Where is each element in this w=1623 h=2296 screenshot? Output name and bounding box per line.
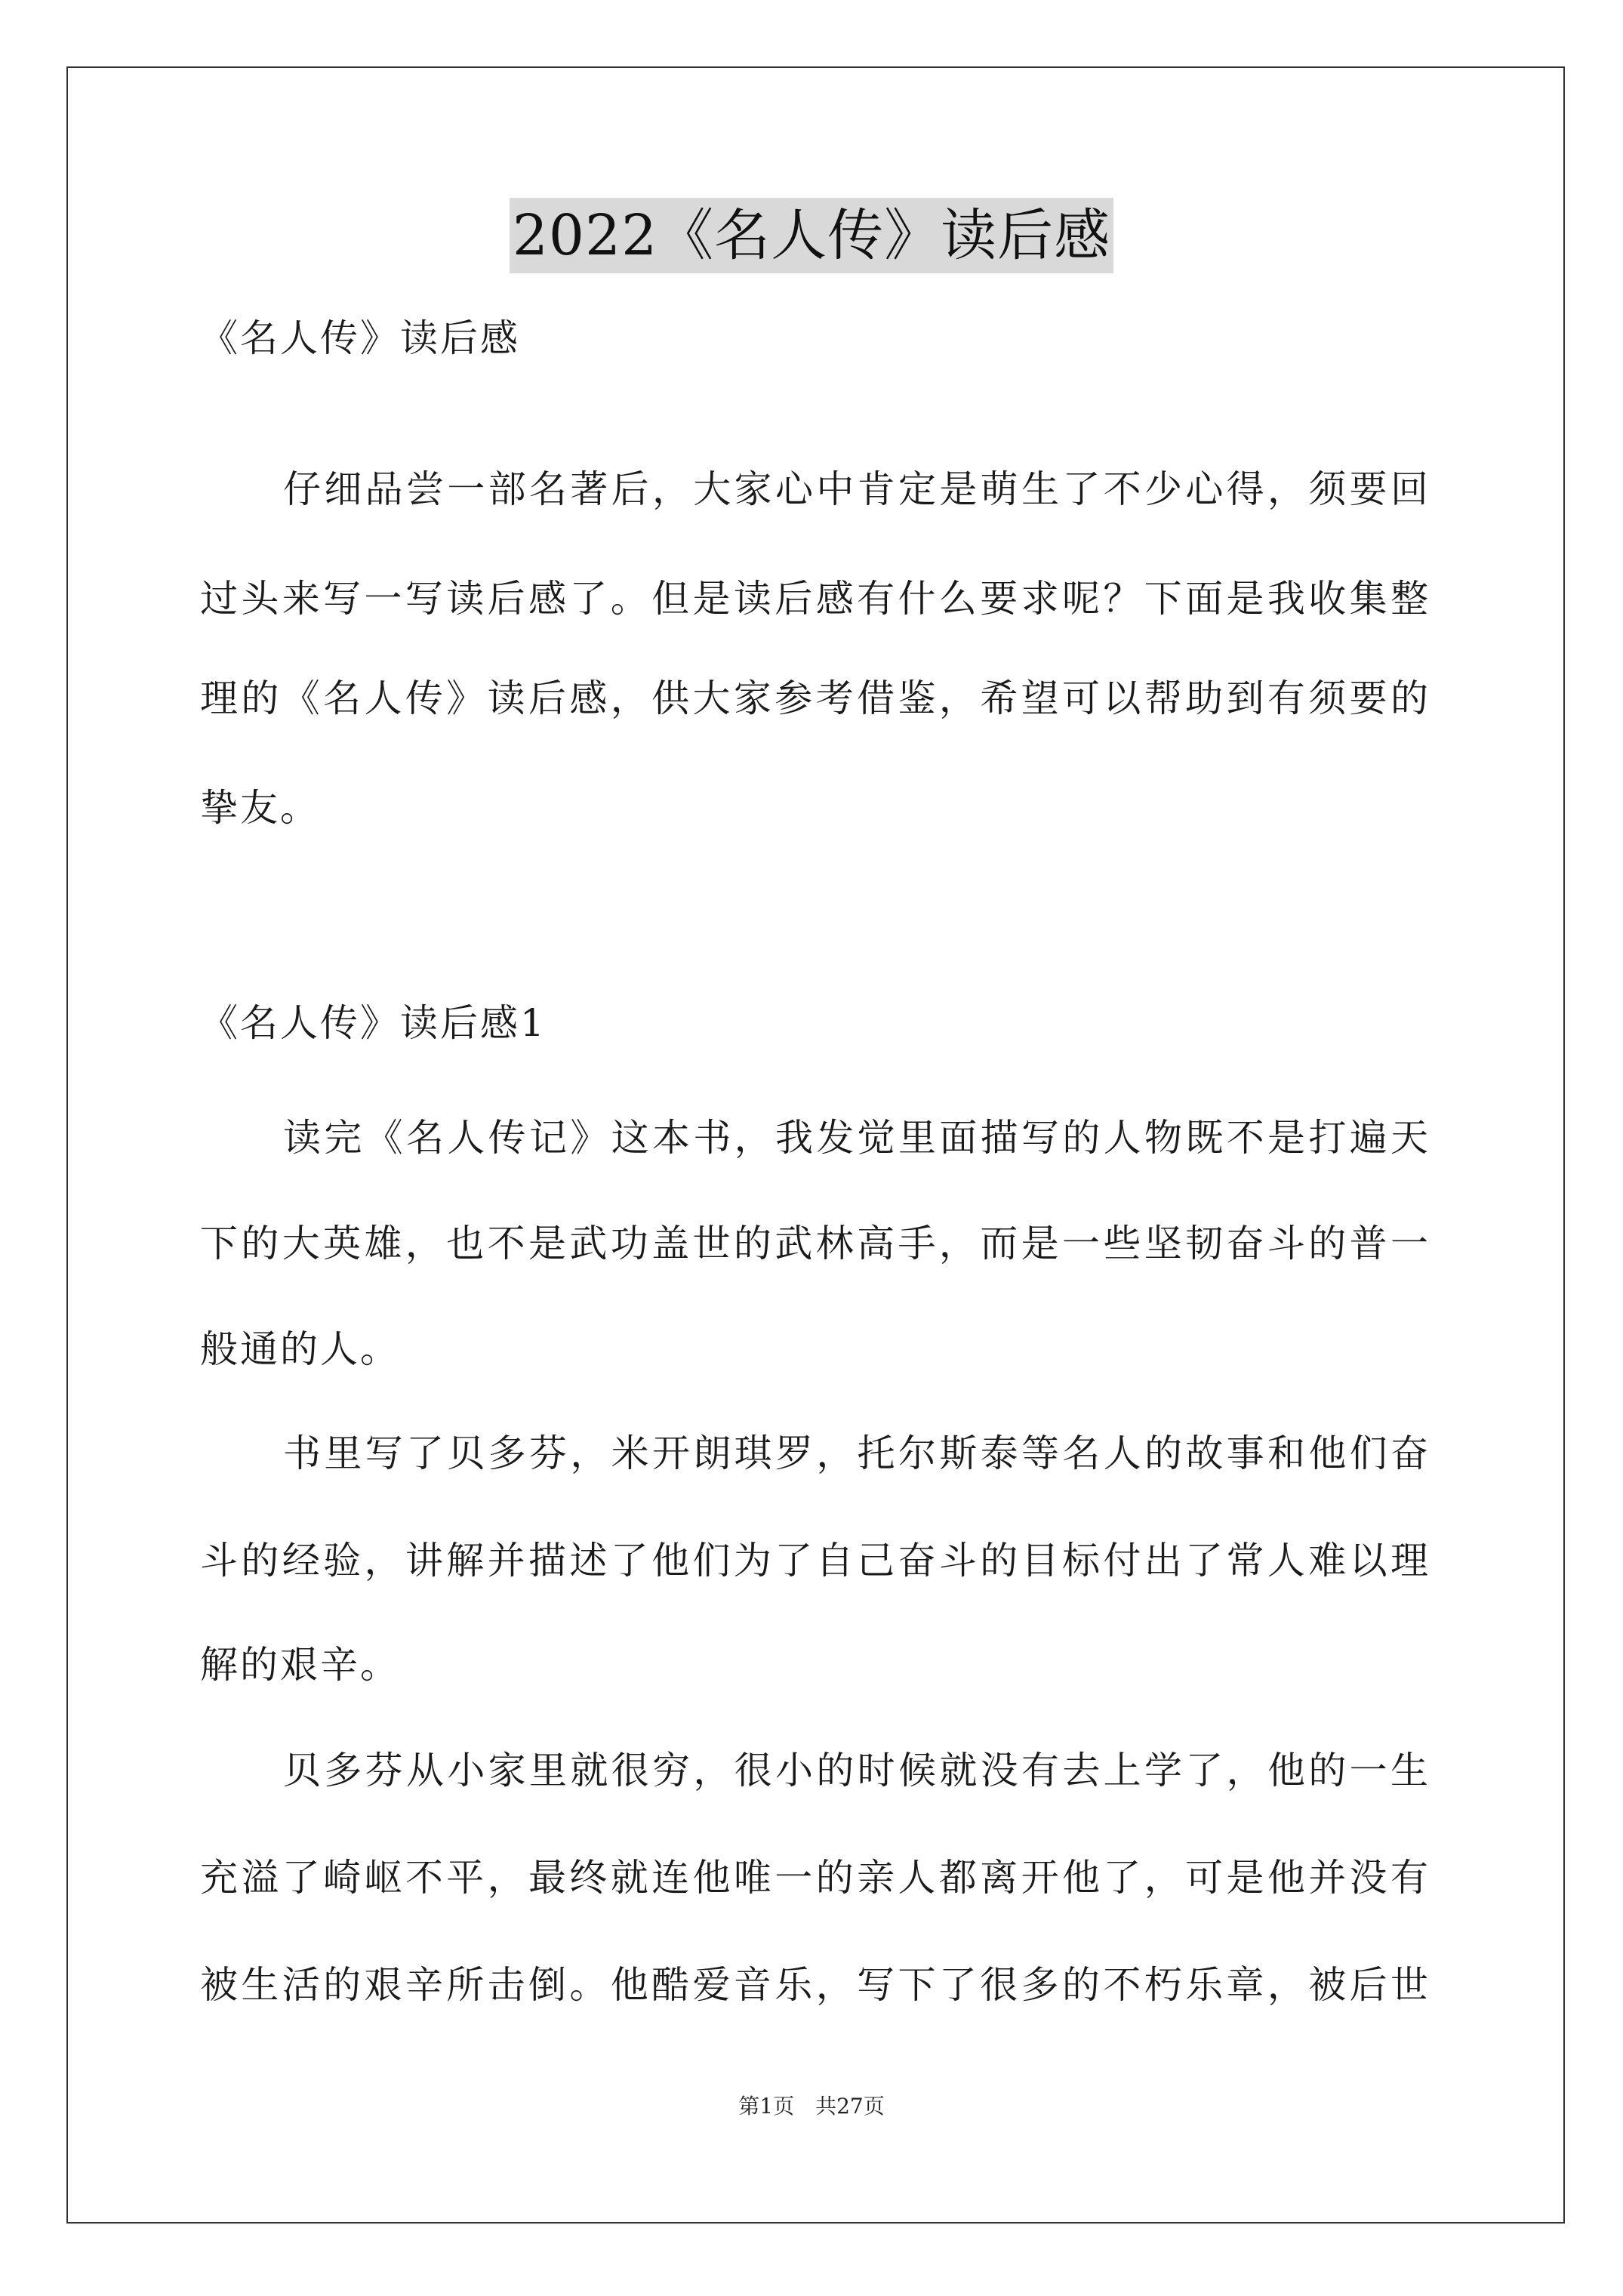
paragraph-line: 过头来写一写读后感了。但是读后感有什么要求呢？下面是我收集整 [200, 577, 1431, 621]
paragraph-line: 书里写了贝多芬，米开朗琪罗，托尔斯泰等名人的故事和他们奋 [283, 1432, 1431, 1475]
page-number-footer: 第1页 共27页 [738, 2094, 885, 2119]
paragraph-line: 解的艰辛。 [200, 1643, 400, 1687]
paragraph-line: 下的大英雄，也不是武功盖世的武林高手，而是一些坚韧奋斗的普一 [200, 1222, 1431, 1265]
paragraph-line: 般通的人。 [200, 1327, 400, 1371]
section-heading: 《名人传》读后感1 [200, 1001, 547, 1045]
paragraph-line: 斗的经验，讲解并描述了他们为了自己奋斗的目标付出了常人难以理 [200, 1539, 1431, 1583]
paragraph-line: 充溢了崎岖不平，最终就连他唯一的亲人都离开他了，可是他并没有 [200, 1856, 1431, 1900]
paragraph-line: 贝多芬从小家里就很穷，很小的时候就没有去上学了，他的一生 [283, 1749, 1431, 1792]
paragraph-line: 被生活的艰辛所击倒。他酷爱音乐，写下了很多的不朽乐章，被后世 [200, 1963, 1431, 2007]
paragraph-line: 读完《名人传记》这本书，我发觉里面描写的人物既不是打遍天 [283, 1116, 1431, 1160]
paragraph-line: 挚友。 [200, 786, 320, 830]
paragraph-line: 理的《名人传》读后感，供大家参考借鉴，希望可以帮助到有须要的 [200, 676, 1431, 720]
document-title: 2022《名人传》读后感 [510, 198, 1113, 273]
paragraph-line: 仔细品尝一部名著后，大家心中肯定是萌生了不少心得，须要回 [283, 467, 1431, 511]
section-heading: 《名人传》读后感 [200, 316, 520, 360]
title-container [0, 198, 1623, 273]
